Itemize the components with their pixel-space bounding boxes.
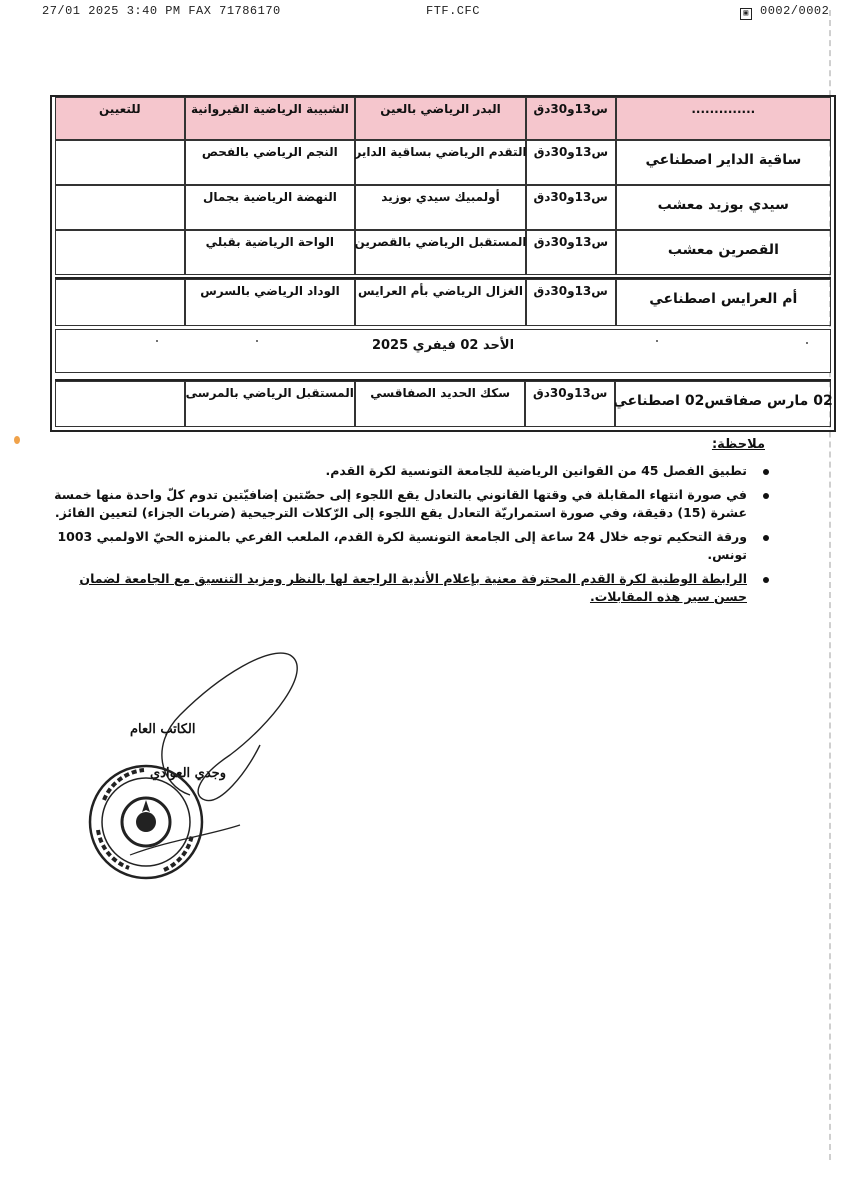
table-row <box>55 140 831 185</box>
fax-header-right <box>740 4 829 20</box>
home-team-cell: أولمبيك سيدي بوزيد <box>355 185 526 230</box>
scan-speck <box>806 342 808 344</box>
referee-cell: للتعيين <box>55 97 185 140</box>
table-row <box>55 230 831 275</box>
time-cell: س13و30دق <box>526 97 616 140</box>
signatory-name: وجدي العوادي <box>150 766 226 781</box>
fax-header-center: FTF.CFC <box>426 4 480 18</box>
list-item: الرابطة الوطنية لكرة القدم المحترفة معنية بإعلام الأندية الراجعة لها بالنظر ومزيد التنسيق مع الجامعة لضمان حسن سير هذه المقابلات. <box>47 570 747 606</box>
list-item: في صورة انتهاء المقابلة في وقتها القانوني بالتعادل يقع اللجوء إلى حصّتين إضافيّتين تدوم كلّ واحدة منها خمسة عشرة (15) دقيقة، وفي صورة استمراريّة التعادل يقع اللجوء إلى الرّكلات الترجيحية (ضربات الجزاء) لتعيين الفائز. <box>47 486 747 522</box>
table-row <box>55 379 831 427</box>
home-team-cell: البدر الرياضي بالعين <box>355 97 526 140</box>
away-team-cell: النجم الرياضي بالفحص <box>185 140 355 185</box>
referee-cell <box>55 230 185 275</box>
time-cell: س13و30دق <box>526 140 616 185</box>
notes-list <box>47 462 769 612</box>
scan-speck <box>156 340 158 342</box>
home-team-cell: سكك الحديد الصفاقسي <box>355 381 525 427</box>
list-item: تطبيق الفصل 45 من القوانين الرياضية للجامعة التونسية لكرة القدم. <box>47 462 747 480</box>
fax-header-left: 27/01 2025 3:40 PM FAX 71786170 <box>42 4 281 18</box>
venue-cell: ساقية الداير اصطناعي <box>616 140 831 185</box>
table-row <box>55 185 831 230</box>
referee-cell <box>55 140 185 185</box>
date-heading-row <box>55 329 831 373</box>
time-cell: س13و30دق <box>526 279 616 326</box>
table-row <box>55 277 831 326</box>
official-stamp <box>84 760 208 884</box>
scan-mark <box>14 436 20 444</box>
venue-cell: سيدي بوزيد معشب <box>616 185 831 230</box>
referee-cell <box>55 185 185 230</box>
match-schedule-table <box>50 95 836 432</box>
home-team-cell: المستقبل الرياضي بالقصرين <box>355 230 526 275</box>
referee-cell <box>55 279 185 326</box>
away-team-cell: المستقبل الرياضي بالمرسى <box>185 381 355 427</box>
time-cell: س13و30دق <box>526 230 616 275</box>
list-item: ورقة التحكيم توجه خلال 24 ساعة إلى الجامعة التونسية لكرة القدم، الملعب الفرعي بالمنزه الحيّ الاولمبي 1003 تونس. <box>47 528 747 564</box>
scan-speck <box>256 340 258 342</box>
venue-cell: أم العرايس اصطناعي <box>616 279 831 326</box>
fax-page-icon: ▣ <box>740 8 752 20</box>
fax-page-number: 0002/0002 <box>760 4 830 18</box>
home-team-cell: الغزال الرياضي بأم العرايس <box>355 279 526 326</box>
away-team-cell: الوداد الرياضي بالسرس <box>185 279 356 326</box>
home-team-cell: التقدم الرياضي بساقية الداير <box>355 140 526 185</box>
referee-cell <box>55 381 185 427</box>
signatory-title: الكاتب العام <box>130 722 196 737</box>
venue-cell: 02 مارس صفاقس02 اصطناعي <box>615 381 831 427</box>
scan-speck <box>656 340 658 342</box>
notes-title: ملاحظة: <box>711 437 765 452</box>
table-row <box>55 97 831 140</box>
venue-cell: القصرين معشب <box>616 230 831 275</box>
time-cell: س13و30دق <box>526 185 616 230</box>
away-team-cell: الشبيبة الرياضية القيروانية <box>185 97 356 140</box>
venue-cell: .............. <box>616 97 831 140</box>
away-team-cell: الواحة الرياضية بقبلي <box>185 230 355 275</box>
time-cell: س13و30دق <box>525 381 615 427</box>
away-team-cell: النهضة الرياضية بجمال <box>185 185 356 230</box>
date-heading: الأحد 02 فيفري 2025 <box>371 338 515 353</box>
